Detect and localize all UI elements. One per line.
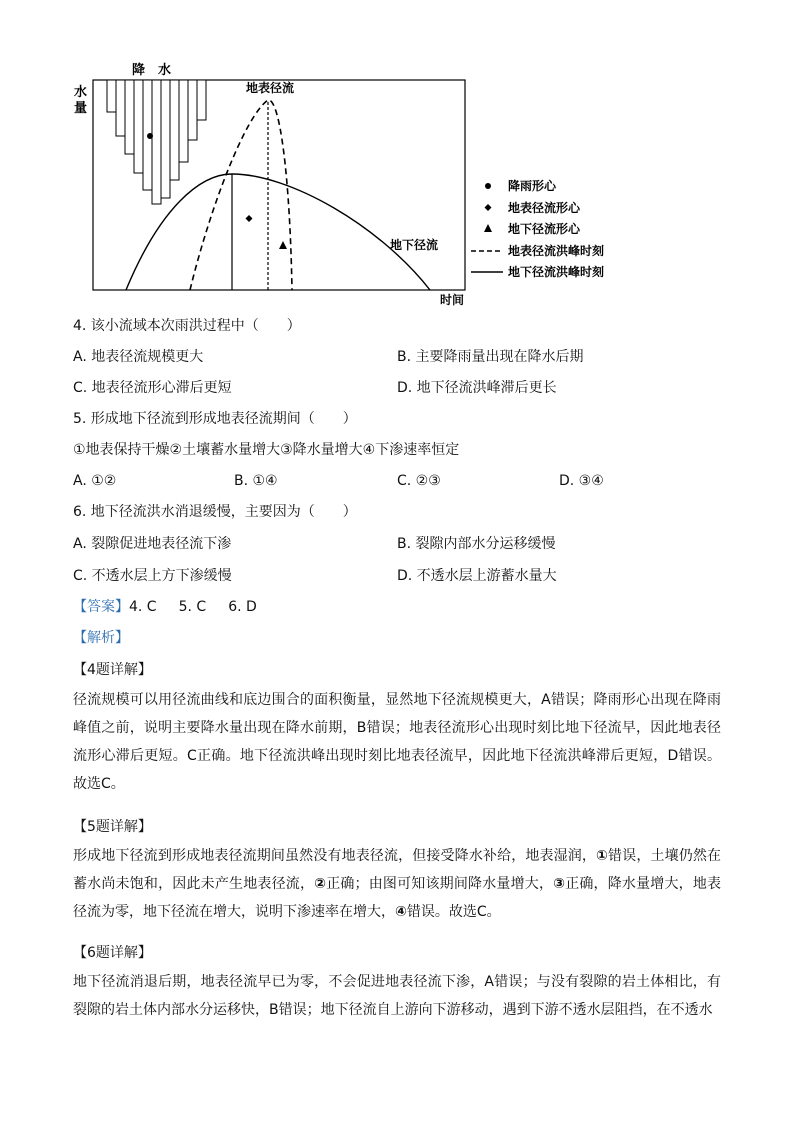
precip-bar xyxy=(116,80,125,136)
precip-bar xyxy=(134,80,143,173)
precip-bar xyxy=(197,80,206,120)
x-axis-label: 时间 xyxy=(440,293,465,307)
answer-4: 4. C xyxy=(129,599,157,615)
rainfall-centroid-dot xyxy=(147,133,153,139)
analysis-tag xyxy=(73,629,129,647)
q4-option-b[interactable]: B. 主要降雨量出现在降水后期 xyxy=(397,349,584,365)
legend-surface-centroid-symbol xyxy=(485,204,492,211)
groundwater-runoff-curve xyxy=(126,174,430,290)
q6-option-a[interactable]: A. 裂隙促进地表径流下渗 xyxy=(73,536,232,552)
analysis-tag-text: 【解析】 xyxy=(73,630,129,646)
detail6-text: 地下径流消退后期，地表径流早已为零，不会促进地表径流下渗，A错误；与没有裂隙的岩土体相比，有裂隙的岩土体内部水分运移快，B错误；地下径流自上游向下游移动，遇到下游不透水层阻挡，在不透水 xyxy=(73,974,721,1018)
legend-surface-centroid-label: 地表径流形心 xyxy=(508,201,581,215)
answer-5: 5. C xyxy=(178,599,207,615)
q5-option-b[interactable]: B. ①④ xyxy=(234,473,278,489)
q4-option-a[interactable]: A. 地表径流规模更大 xyxy=(73,349,204,365)
detail5-text xyxy=(73,842,721,926)
q5-option-a[interactable]: A. ①② xyxy=(73,473,117,489)
y-axis-label-1: 水 xyxy=(74,85,88,100)
q5-option-d[interactable]: D. ③④ xyxy=(559,473,604,489)
q4-option-c[interactable]: C. 地表径流形心滞后更短 xyxy=(73,380,232,396)
precip-bar xyxy=(161,80,170,198)
detail6-title: 【6题详解】 xyxy=(73,945,152,961)
hydrograph-figure xyxy=(60,58,640,310)
detail4-title: 【4题详解】 xyxy=(73,662,152,678)
q6-option-d[interactable]: D. 不透水层上游蓄水量大 xyxy=(397,568,557,584)
detail5-circle-3: ③ xyxy=(553,876,566,892)
detail4-text: 径流规模可以用径流曲线和底边围合的面积衡量，显然地下径流规模更大，A错误；降雨形心出现在降雨峰值之前，说明主要降水量出现在降水前期，B错误；地表径流形心出现时刻比地下径流早，因此地表径流形心滞后更短。C正确。地下径流洪峰出现时刻比地表径流早，因此地下径流洪峰滞后更短，D错误。故选C。 xyxy=(73,692,721,792)
y-axis-label-2: 量 xyxy=(74,101,88,116)
legend-ground-centroid-label: 地下径流形心 xyxy=(508,222,581,236)
q6-stem: 6. 地下径流洪水消退缓慢，主要因为（ ） xyxy=(73,504,357,520)
detail5-circle-1: ① xyxy=(596,848,609,864)
surface-centroid-diamond xyxy=(246,215,253,222)
legend-rainfall-symbol xyxy=(485,183,491,189)
precip-label: 降 水 xyxy=(132,63,172,78)
precip-bar xyxy=(125,80,134,154)
answer-6: 6. D xyxy=(228,599,257,615)
precip-bar xyxy=(170,80,179,180)
q6-option-b[interactable]: B. 裂隙内部水分运移缓慢 xyxy=(397,536,556,552)
detail5-circle-2: ② xyxy=(314,876,327,892)
detail5-part5: 错误。故选C。 xyxy=(406,904,501,920)
q6-option-c[interactable]: C. 不透水层上方下渗缓慢 xyxy=(73,568,232,584)
q4-option-d[interactable]: D. 地下径流洪峰滞后更长 xyxy=(397,380,557,396)
detail5-part2: 错误，土壤仍然在蓄水尚未饱和，因此未产生地表径流， xyxy=(73,848,722,892)
legend-ground-peak-label: 地下径流洪峰时刻 xyxy=(508,265,605,279)
q5-stem: 5. 形成地下径流到形成地表径流期间（ ） xyxy=(73,411,357,427)
surface-runoff-curve xyxy=(190,100,292,290)
detail5-part4: 正确，降水量增大，地表径流为零，地下径流在增大，说明下渗速率在增大， xyxy=(73,876,722,920)
precip-bar xyxy=(179,80,188,162)
answer-tag: 【答案】 xyxy=(73,599,129,615)
precip-bar xyxy=(107,80,116,112)
detail5-title: 【5题详解】 xyxy=(73,819,152,835)
q5-statements: ①地表保持干燥②土壤蓄水量增大③降水量增大④下渗速率恒定 xyxy=(73,442,460,458)
precip-bar xyxy=(152,80,161,204)
answer-line xyxy=(73,598,257,616)
groundwater-runoff-label: 地下径流 xyxy=(390,238,439,252)
q4-stem: 4. 该小流域本次雨洪过程中（ ） xyxy=(73,318,301,334)
groundwater-centroid-triangle xyxy=(279,241,287,249)
q5-option-c[interactable]: C. ②③ xyxy=(397,473,441,489)
precip-bars xyxy=(107,80,206,204)
detail5-part1: 形成地下径流到形成地表径流期间虽然没有地表径流，但接受降水补给，地表湿润， xyxy=(73,848,597,864)
precip-bar xyxy=(188,80,197,140)
legend-surface-peak-label: 地表径流洪峰时刻 xyxy=(508,244,605,258)
detail5-part3: 正确；由图可知该期间降水量增大， xyxy=(326,876,554,892)
legend xyxy=(471,178,604,279)
legend-ground-centroid-symbol xyxy=(484,224,492,232)
surface-runoff-label: 地表径流 xyxy=(246,81,295,95)
detail5-circle-4: ④ xyxy=(395,904,407,920)
legend-rainfall-label: 降雨形心 xyxy=(508,179,557,193)
